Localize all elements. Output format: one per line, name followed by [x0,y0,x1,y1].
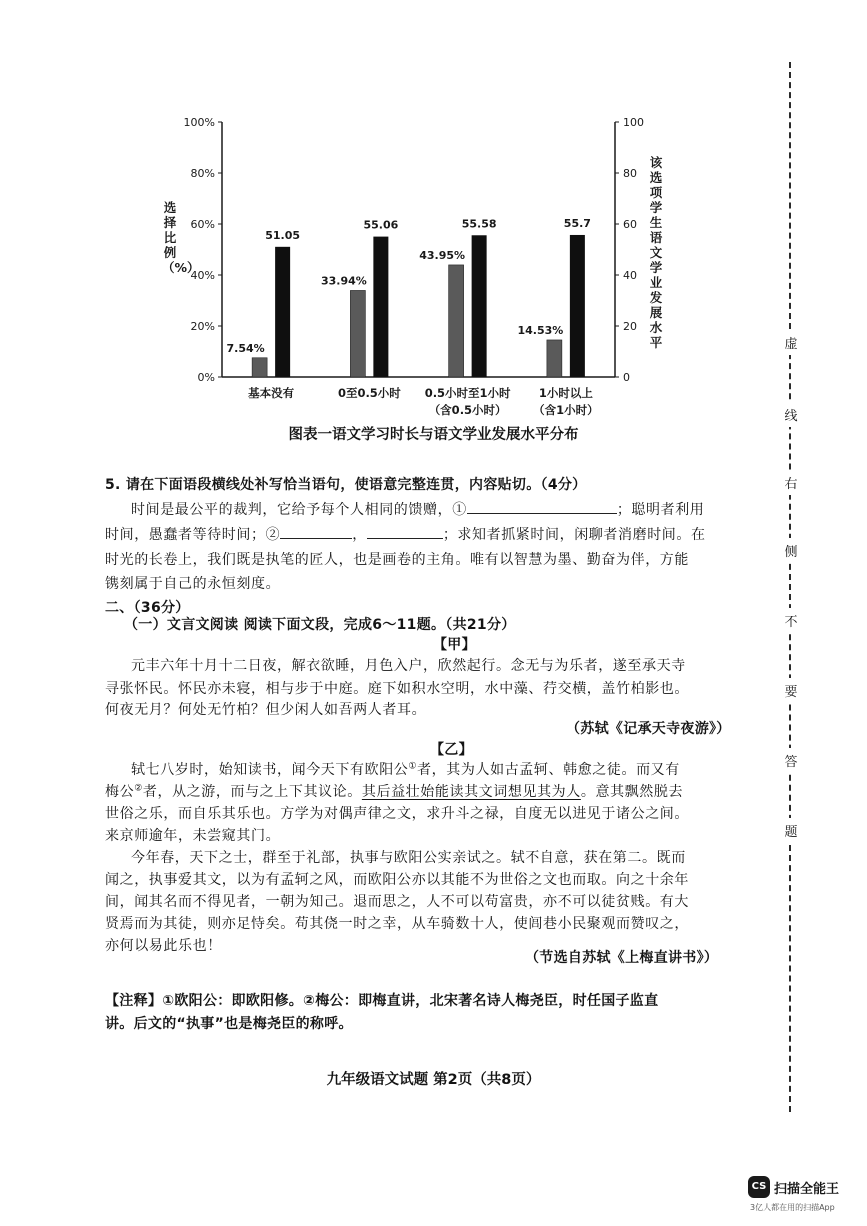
category-label: 1小时以上 [538,386,593,400]
category-label: 基本没有 [248,386,295,400]
bar-level-label: 51.05 [265,228,301,242]
y2-tick-label: 40 [623,269,637,282]
passage-yi-line: 世俗之乐，而自乐其乐也。方学为对偶声律之文，求升斗之禄，自度无以进见于诸公之间。 [105,806,689,822]
bar-proportion [449,265,464,377]
camscanner-logo: CS [748,1176,770,1198]
answer-blank-2b[interactable] [367,524,443,539]
y-tick-label: 20% [190,320,215,333]
y-tick-label: 0% [197,371,215,384]
q5-line-4: 镌刻属于自己的永恒刻度。 [105,576,281,592]
annotation-line: 讲。后文的“执事”也是梅尧臣的称呼。 [105,1016,353,1032]
subsection-1-heading: （一）文言文阅读 阅读下面文段，完成6～11题。（共21分） [124,617,516,633]
y-tick-label: 100% [183,116,215,129]
q5-line-1: 时间是最公平的裁判，它给予每个人相同的馈赠，① ；聪明者利用 [131,499,704,519]
bar-level [472,235,487,377]
passage-yi-line: 贤焉而为其徒，则亦足恃矣。苟其侥一时之幸，从车骑数十人，使闾巷小民聚观而赞叹之， [105,916,689,932]
passage-yi-line: 亦何以易此乐也！ [105,938,222,954]
passage-yi-line: 间，闻其名而不得见者，一朝为知己。退而思之，人不可以苟富贵，亦不可以徒贫贱。有大 [105,894,689,910]
category-label: 0.5小时至1小时 [424,386,511,400]
margin-note-char: 右 [782,470,800,495]
y2-axis-label: 该选项学生语文学业发展水平 [649,155,663,350]
y2-tick-label: 60 [623,218,637,231]
passage-yi-line: 今年春，天下之士，群至于礼部，执事与欧阳公实亲试之。轼不自意，获在第二。既而 [131,850,686,866]
passage-jia-line: 寻张怀民。怀民亦未寝，相与步于中庭。庭下如积水空明，水中藻、荇交横，盖竹柏影也。 [105,681,689,697]
cut-line [789,62,791,1112]
passage-yi-heading: 【乙】 [430,742,473,758]
bar-level-label: 55.7 [563,216,591,230]
bar-proportion-label: 33.94% [320,274,367,288]
bar-level [275,247,290,377]
section-2-heading: 二、（36分） [105,600,190,616]
bar-proportion [252,358,267,377]
margin-note-char: 线 [782,402,800,427]
y-tick-label: 40% [190,269,215,282]
y-axis-label: 选择比例（%） [162,200,200,275]
watermark-subtitle: 3亿人都在用的扫描App [750,1203,835,1212]
y2-tick-label: 0 [623,371,630,384]
passage-yi-source: （节选自苏轼《上梅直讲书》） [525,950,719,966]
bar-level [373,237,388,377]
annotation-line: 【注释】①欧阳公：即欧阳修。②梅公：即梅直讲，北宋著名诗人梅尧臣，时任国子监直 [105,993,659,1009]
y2-tick-label: 80 [623,167,637,180]
watermark-title: 扫描全能王 [774,1182,840,1197]
y2-tick-label: 100 [623,116,644,129]
category-sublabel: （含1小时） [533,403,599,417]
margin-note-char: 题 [782,818,800,843]
bar-level-label: 55.58 [461,217,497,231]
margin-note-char: 答 [782,748,800,773]
bar-level-label: 55.06 [363,218,399,232]
passage-yi-line: 闻之，执事爱其文，以为有孟轲之风，而欧阳公亦以其能不为世俗之文也而取。向之十余年 [105,872,689,888]
margin-note-char: 要 [782,678,800,703]
y-tick-label: 80% [190,167,215,180]
category-label: 0至0.5小时 [337,386,401,400]
passage-jia-source: （苏轼《记承天寺夜游》） [566,721,731,737]
margin-note-char: 侧 [782,538,800,563]
category-sublabel: （含0.5小时） [428,403,507,417]
answer-blank-1[interactable] [467,499,617,514]
y2-tick-label: 20 [623,320,637,333]
margin-note-char: 虚 [782,330,800,355]
page-footer: 九年级语文试题 第2页（共8页） [326,1072,541,1088]
bar-proportion [350,290,365,377]
bar-proportion [547,340,562,377]
y-tick-label: 60% [190,218,215,231]
bar-proportion-label: 14.53% [517,323,564,337]
bar-proportion-label: 43.95% [419,248,466,262]
passage-yi-line: 轼七八岁时，始知读书，闻今天下有欧阳公①者，其为人如古孟轲、韩愈之徒。而又有 [131,761,680,778]
bar-proportion-label: 7.54% [226,341,265,355]
margin-note-char: 不 [782,608,800,633]
chart-caption: 图表一语文学习时长与语文学业发展水平分布 [288,427,579,443]
passage-yi-line: 来京师逾年，未尝窥其门。 [105,828,281,844]
underlined-sentence: 其后益壮始能读其文词想见其为人 [361,784,581,800]
answer-blank-2a[interactable] [280,524,352,539]
passage-jia-line: 何夜无月？何处无竹柏？但少闲人如吾两人者耳。 [105,702,427,718]
passage-jia-heading: 【甲】 [433,637,476,653]
q5-line-3: 时光的长卷上，我们既是执笔的匠人，也是画卷的主角。唯有以智慧为墨、勤奋为伴，方能 [105,552,689,568]
bar-chart [150,105,680,425]
q5-line-2: 时间，愚蠢者等待时间；② ， ；求知者抓紧时间，闲聊者消磨时间。在 [105,524,706,544]
passage-jia-line: 元丰六年十月十二日夜，解衣欲睡，月色入户，欣然起行。念无与为乐者，遂至承天寺 [131,658,686,674]
passage-yi-line: 梅公②者，从之游，而与之上下其议论。其后益壮始能读其文词想见其为人。意其飘然脱去 [105,783,684,800]
bar-level [570,235,585,377]
q5-heading: 5. 请在下面语段横线处补写恰当语句，使语意完整连贯，内容贴切。（4分） [105,477,587,493]
